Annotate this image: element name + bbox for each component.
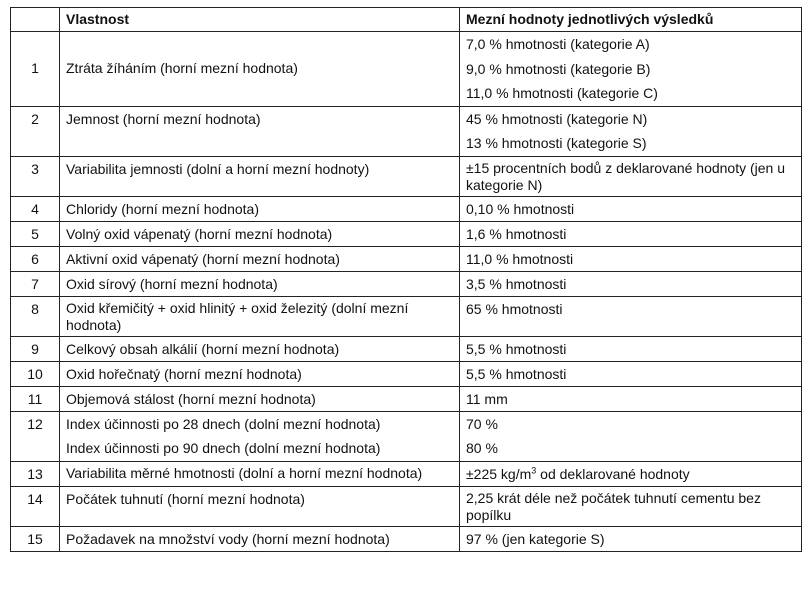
property-cell <box>60 461 460 487</box>
row-number-text: 8 <box>31 300 39 317</box>
row-number-text: 11 <box>27 390 43 407</box>
property-text: Objemová stálost (horní mezní hodnota) <box>66 390 316 407</box>
property-text: Index účinnosti po 28 dnech (dolní mezní hodnota) <box>66 415 381 432</box>
limits-cell <box>460 271 802 296</box>
property-text: Variabilita měrné hmotnosti (dolní a horní mezní hodnota) <box>66 464 423 481</box>
limits-cell <box>460 386 802 411</box>
limits-cell <box>460 361 802 386</box>
property-cell <box>60 411 460 461</box>
limits-cell <box>460 246 802 271</box>
table-header-row <box>11 8 802 32</box>
property-text: Jemnost (horní mezní hodnota) <box>66 110 261 127</box>
limit-text: 97 % (jen kategorie S) <box>466 531 605 547</box>
row-number <box>11 527 60 552</box>
property-cell <box>60 296 460 336</box>
property-cell <box>60 361 460 386</box>
limits-cell <box>460 106 802 156</box>
property-cell <box>60 221 460 246</box>
row-number <box>11 386 60 411</box>
table-row <box>11 296 802 336</box>
row-number-text: 15 <box>27 531 43 547</box>
table-row <box>11 32 802 107</box>
property-cell <box>60 156 460 196</box>
property-cell <box>60 487 460 527</box>
limit-text: 5,5 % hmotnosti <box>466 365 567 382</box>
limit-text: 45 % hmotnosti (kategorie N) <box>466 110 648 127</box>
limits-cell <box>460 461 802 487</box>
property-cell <box>60 106 460 156</box>
property-cell <box>60 527 460 552</box>
header-limits: Mezní hodnoty jednotlivých výsledků <box>460 8 802 32</box>
row-number <box>11 461 60 487</box>
property-cell <box>60 246 460 271</box>
row-number-text: 9 <box>31 340 39 357</box>
limit-text: 1,6 % hmotnosti <box>466 225 567 242</box>
limit-text <box>466 462 795 487</box>
limit-value: ±225 kg/m <box>466 465 532 482</box>
table-row <box>11 196 802 221</box>
row-number-text: 2 <box>31 110 39 127</box>
table-row <box>11 487 802 527</box>
limit-text: 5,5 % hmotnosti <box>466 340 567 357</box>
row-number-text: 14 <box>27 491 43 507</box>
table-row <box>11 156 802 196</box>
row-number-text: 1 <box>31 60 39 76</box>
property-text: Oxid sírový (horní mezní hodnota) <box>66 275 278 292</box>
limit-text: 80 % <box>466 440 498 456</box>
limits-cell <box>460 487 802 527</box>
property-text: Oxid hořečnatý (horní mezní hodnota) <box>66 365 302 382</box>
row-number <box>11 196 60 221</box>
row-number-text: 4 <box>31 200 39 217</box>
row-number <box>11 32 60 107</box>
limits-cell <box>460 156 802 196</box>
property-text: Počátek tuhnutí (horní mezní hodnota) <box>66 491 305 507</box>
limit-text: 11,0 % hmotnosti (kategorie C) <box>466 85 658 101</box>
row-number-text: 10 <box>27 365 43 382</box>
table-row <box>11 527 802 552</box>
table-row <box>11 411 802 461</box>
row-number <box>11 336 60 361</box>
limit-text: 3,5 % hmotnosti <box>466 275 567 292</box>
table-row <box>11 271 802 296</box>
limits-cell <box>460 221 802 246</box>
row-number <box>11 361 60 386</box>
row-number-text: 12 <box>27 415 43 432</box>
row-number <box>11 296 60 336</box>
table-row <box>11 246 802 271</box>
row-number <box>11 156 60 196</box>
row-number-text: 3 <box>31 160 39 177</box>
property-text: Aktivní oxid vápenatý (horní mezní hodnota) <box>66 250 340 267</box>
table-row <box>11 361 802 386</box>
limit-text: 11,0 % hmotnosti <box>466 250 574 267</box>
property-cell <box>60 196 460 221</box>
property-text: Celkový obsah alkálií (horní mezní hodnota) <box>66 340 340 357</box>
limit-text: 0,10 % hmotnosti <box>466 200 575 217</box>
limits-cell <box>460 32 802 107</box>
row-number-text: 6 <box>31 250 39 267</box>
table-row <box>11 336 802 361</box>
property-cell <box>60 271 460 296</box>
row-number <box>11 221 60 246</box>
table-row <box>11 106 802 156</box>
row-number-text: 13 <box>27 465 43 482</box>
limit-text: 11 mm <box>466 390 508 407</box>
property-text: Volný oxid vápenatý (horní mezní hodnota) <box>66 225 333 242</box>
table-row <box>11 386 802 411</box>
row-number <box>11 411 60 461</box>
limit-unit-exponent: 3 <box>531 464 537 475</box>
limit-text: ±15 procentních bodů z deklarované hodnoty (jen u kategorie N) <box>466 159 786 193</box>
limit-text: 7,0 % hmotnosti (kategorie A) <box>466 36 650 52</box>
table-row <box>11 221 802 246</box>
property-cell <box>60 336 460 361</box>
property-cell <box>60 32 460 107</box>
limits-cell <box>460 196 802 221</box>
row-number <box>11 271 60 296</box>
property-text: Chloridy (horní mezní hodnota) <box>66 200 259 217</box>
header-number <box>11 8 60 32</box>
table-row <box>11 461 802 487</box>
property-text: Ztráta žíháním (horní mezní hodnota) <box>66 60 298 76</box>
limit-text: 65 % hmotnosti <box>466 300 563 317</box>
property-text: Variabilita jemnosti (dolní a horní mezní hodnoty) <box>66 160 370 177</box>
limits-cell <box>460 336 802 361</box>
properties-table <box>10 7 802 552</box>
row-number <box>11 487 60 527</box>
row-number-text: 7 <box>31 275 39 292</box>
limit-text: 70 % <box>466 415 498 432</box>
row-number <box>11 246 60 271</box>
property-cell <box>60 386 460 411</box>
property-text: Index účinnosti po 90 dnech (dolní mezní hodnota) <box>66 440 381 456</box>
limits-cell <box>460 296 802 336</box>
row-number <box>11 106 60 156</box>
header-property: Vlastnost <box>60 8 460 32</box>
limit-text: 13 % hmotnosti (kategorie S) <box>466 135 647 151</box>
limit-text: 2,25 krát déle než počátek tuhnutí cementu bez popílku <box>466 490 761 523</box>
property-text: Oxid křemičitý + oxid hlinitý + oxid železitý (dolní mezní hodnota) <box>66 299 409 333</box>
limit-note: od deklarované hodnoty <box>536 465 690 482</box>
limits-cell <box>460 411 802 461</box>
limit-text: 9,0 % hmotnosti (kategorie B) <box>466 60 651 77</box>
property-text: Požadavek na množství vody (horní mezní hodnota) <box>66 531 390 547</box>
row-number-text: 5 <box>31 225 39 242</box>
limits-cell <box>460 527 802 552</box>
